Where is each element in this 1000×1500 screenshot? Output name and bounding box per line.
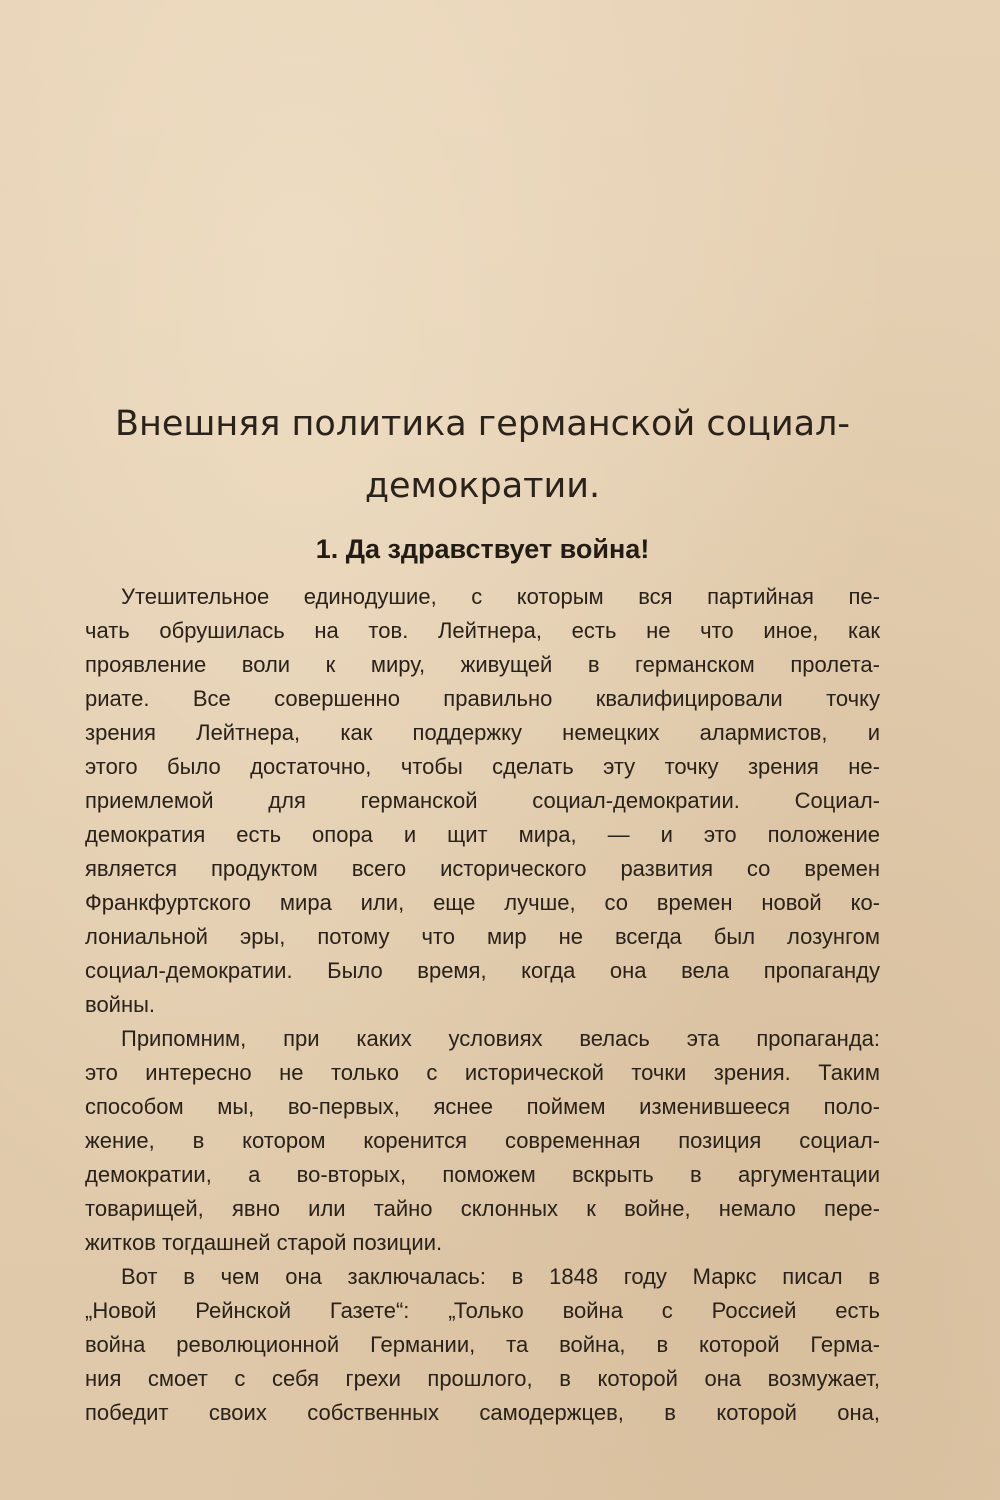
text-line: приемлемой для германской социал-демократии. Социал- bbox=[85, 788, 880, 813]
text-line: демократии, а во-вторых, поможем вскрыть в аргументации bbox=[85, 1162, 880, 1187]
paragraph-1 bbox=[85, 580, 880, 1022]
text-line: Утешительное единодушие, с которым вся партийная пе- bbox=[121, 584, 880, 609]
text-line: Вот в чем она заключалась: в 1848 году Маркс писал в bbox=[121, 1264, 880, 1289]
paragraph-3 bbox=[85, 1260, 880, 1430]
text-line: этого было достаточно, чтобы сделать эту точку зрения не- bbox=[85, 754, 880, 779]
chapter-title bbox=[85, 393, 880, 517]
text-line: Франкфуртского мира или, еще лучше, со времен новой ко- bbox=[85, 890, 880, 915]
text-line: житков тогдашней старой позиции. bbox=[85, 1230, 443, 1255]
text-line: Припомним, при каких условиях велась эта пропаганда: bbox=[121, 1026, 880, 1051]
text-line: способом мы, во-первых, яснее поймем изменившееся поло- bbox=[85, 1094, 880, 1119]
text-line: товарищей, явно или тайно склонных к войне, немало пере- bbox=[85, 1196, 880, 1221]
chapter-title-line: Внешняя политика германской социал- bbox=[114, 404, 851, 444]
section-heading: 1. Да здравствует война! bbox=[315, 534, 650, 564]
text-line: зрения Лейтнера, как поддержку немецких алармистов, и bbox=[85, 720, 880, 745]
text-line: это интересно не только с исторической точки зрения. Таким bbox=[85, 1060, 880, 1085]
text-line: чать обрушилась на тов. Лейтнера, есть не что иное, как bbox=[85, 618, 880, 643]
text-line: „Новой Рейнской Газете“: „Только война с Россией есть bbox=[85, 1298, 880, 1323]
text-line: социал-демократии. Было время, когда она вела пропаганду bbox=[85, 958, 880, 983]
text-line: победит своих собственных самодержцев, в которой она, bbox=[85, 1400, 880, 1425]
text-line: войны. bbox=[85, 992, 156, 1017]
text-line: риате. Все совершенно правильно квалифицировали точку bbox=[85, 686, 880, 711]
paragraph-2 bbox=[85, 1022, 880, 1260]
text-line: лониальной эры, потому что мир не всегда был лозунгом bbox=[85, 924, 880, 949]
text-line: ния смоет с себя грехи прошлого, в которой она возмужает, bbox=[85, 1366, 880, 1391]
text-line: жение, в котором коренится современная позиция социал- bbox=[85, 1128, 880, 1153]
body-text bbox=[85, 580, 880, 1430]
text-line: является продуктом всего исторического развития со времен bbox=[85, 856, 880, 881]
text-line: проявление воли к миру, живущей в германском пролета- bbox=[85, 652, 880, 677]
text-line: демократия есть опора и щит мира, — и это положение bbox=[85, 822, 880, 847]
text-line: война революционной Германии, та война, в которой Герма- bbox=[85, 1332, 880, 1357]
chapter-title-line: демократии. bbox=[364, 466, 601, 506]
